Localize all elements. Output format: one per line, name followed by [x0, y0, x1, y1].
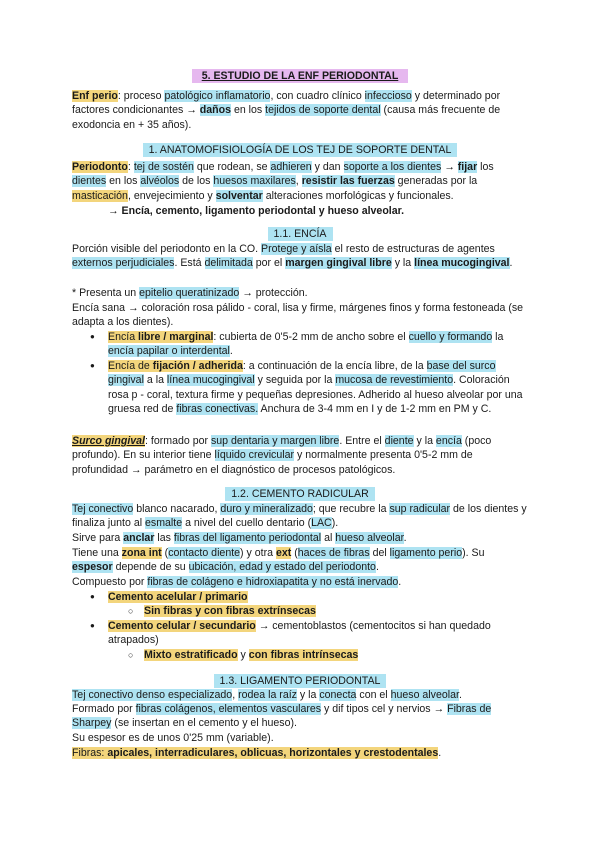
- text: el resto de estructuras de agentes: [331, 243, 495, 255]
- highlight: soporte a los dientes: [343, 161, 442, 173]
- highlight: Sin fibras y con fibras extrínsecas: [144, 605, 316, 618]
- section-1-2-heading: 1.2. CEMENTO RADICULAR: [225, 487, 375, 501]
- title-row: [72, 69, 528, 83]
- highlight: Mixto estratificado: [144, 648, 238, 661]
- section-1-1-heading: 1.1. ENCÍA: [268, 227, 333, 241]
- text: .: [438, 747, 442, 759]
- cemento-types: [72, 590, 528, 662]
- text: las: [154, 532, 174, 544]
- text: ; que recubre la: [312, 503, 390, 515]
- highlight: huesos maxilares: [213, 175, 296, 188]
- highlight: alvéolos: [140, 175, 180, 188]
- highlight: anclar: [123, 532, 155, 544]
- cemento-paragraph-1: [72, 502, 528, 531]
- highlight: cuello y formando: [408, 331, 493, 343]
- text: → protección.: [239, 287, 308, 299]
- intro-paragraph: [72, 89, 528, 132]
- highlight: fibras de colágeno e hidroxiapatita y no está inervado: [147, 576, 399, 588]
- text: alteraciones morfológicas y funcionales.: [262, 189, 454, 202]
- encia-paragraph: [72, 242, 528, 271]
- highlight: hueso alveolar: [335, 532, 404, 544]
- text: a la: [143, 374, 167, 387]
- text: y dan: [311, 161, 344, 173]
- encia-sana-paragraph: Encía sana → coloración rosa pálido - coral, lisa y firme, márgenes finos y forma festoneada (se adapta a los dientes).: [72, 302, 524, 329]
- text: (: [291, 547, 298, 559]
- text: , envejecimiento y: [127, 189, 216, 202]
- highlight: línea mucogingival: [414, 257, 510, 270]
- text: , con cuadro clínico: [270, 90, 365, 102]
- text: Anchura de 3-4 mm en I y de 1-2 mm en PM y C.: [258, 403, 492, 416]
- cemento-list-2: [72, 619, 528, 648]
- highlight: sup dentaria y margen libre: [210, 435, 340, 447]
- highlight: Encía: [108, 331, 139, 343]
- periodonto-paragraph: [72, 160, 528, 203]
- text: ,: [295, 175, 302, 188]
- text: y la: [296, 689, 320, 701]
- cemento-sublist-2: [72, 648, 528, 662]
- highlight: Tej conectivo: [72, 503, 134, 515]
- highlight: Tej conectivo denso especializado: [72, 689, 233, 701]
- text: ).: [331, 517, 339, 530]
- ligamento-paragraph-1: [72, 688, 528, 702]
- highlight: daños: [199, 104, 231, 117]
- text: de los dientes y finaliza junto al: [72, 503, 527, 530]
- text: y seguida por la: [254, 374, 336, 387]
- text: de los: [179, 175, 214, 188]
- highlight: haces de fibras: [297, 547, 370, 559]
- cemento-list-1: [72, 590, 528, 604]
- highlight: tejidos de soporte dental: [265, 104, 381, 117]
- cemento-paragraph-4: [72, 575, 528, 589]
- highlight: mucosa de revestimiento: [335, 374, 454, 387]
- text: a nivel del cuello dentario (: [182, 517, 312, 530]
- highlight: líquido crevicular: [214, 449, 295, 462]
- highlight: con fibras intrínsecas: [248, 648, 359, 661]
- text: generadas por la: [394, 175, 478, 188]
- list-item: [72, 359, 528, 417]
- text: (poco profundo). En su interior tiene: [72, 435, 492, 462]
- page-title: 5. ESTUDIO DE LA ENF PERIODONTAL: [192, 69, 409, 83]
- highlight: dientes: [72, 175, 107, 188]
- text: : formado por: [145, 435, 211, 447]
- list-item: [72, 648, 528, 662]
- list-item: [72, 619, 528, 648]
- highlight: adhieren: [270, 161, 312, 173]
- list-item: [72, 590, 528, 604]
- text: y: [237, 648, 249, 661]
- text: Tiene una: [72, 547, 122, 559]
- highlight: LAC: [311, 517, 332, 530]
- highlight: esmalte: [145, 517, 183, 530]
- highlight: ubicación, edad y estado del periodonto: [188, 561, 376, 574]
- highlight: ligamento perio: [389, 547, 463, 559]
- text: y la: [413, 435, 436, 447]
- text: Sirve para: [72, 532, 124, 544]
- highlight: fibras conectivas.: [176, 403, 259, 416]
- highlight: duro y mineralizado: [220, 503, 313, 515]
- text: la: [492, 331, 504, 343]
- text: que rodean, se: [193, 161, 271, 173]
- surco-gingival-paragraph: [72, 434, 528, 477]
- section-1-3-heading-row: [72, 674, 528, 688]
- highlight: hueso alveolar: [390, 689, 459, 701]
- highlight: Encía de: [108, 359, 153, 372]
- text: (: [161, 547, 169, 559]
- highlight: contacto diente: [168, 547, 241, 559]
- highlight: diente: [384, 435, 414, 447]
- text: ) y otra: [240, 547, 276, 559]
- highlight: Cemento acelular / primario: [108, 591, 248, 603]
- text: y normalmente presenta 0'5-2 mm de profundidad → parámetro en el diagnóstico de procesos patológicos.: [72, 449, 473, 476]
- highlight: fijar: [457, 161, 478, 173]
- highlight: conecta: [319, 689, 357, 701]
- text: en los: [106, 175, 141, 188]
- highlight: masticación: [72, 189, 128, 202]
- text: : a continuación de la encía libre, de la: [242, 359, 427, 372]
- list-item: [72, 604, 528, 618]
- section-1-heading: 1. ANATOMOFISIOLOGÍA DE LOS TEJ DE SOPORTE DENTAL: [143, 143, 458, 157]
- text: . Está: [174, 257, 205, 270]
- highlight: delimitada: [204, 257, 253, 270]
- section-1-1-heading-row: [72, 227, 528, 241]
- highlight: patológico inflamatorio: [164, 90, 271, 102]
- highlight: resistir las fuerzas: [301, 175, 395, 188]
- highlight: espesor: [72, 561, 113, 574]
- section-1-2-heading-row: [72, 487, 528, 501]
- text: por el: [252, 257, 286, 270]
- highlight: externos perjudiciales: [72, 257, 175, 270]
- cemento-paragraph-3: [72, 546, 528, 575]
- highlight: epitelio queratinizado: [139, 287, 240, 299]
- ligamento-paragraph-3: Su espesor es de unos 0'25 mm (variable).: [72, 732, 274, 744]
- highlight: Protege y aísla: [261, 243, 332, 255]
- text: → cementoblastos (cementocitos si han quedado atrapados): [108, 619, 491, 647]
- text: .: [403, 532, 407, 544]
- text: →: [441, 161, 458, 173]
- list-item: [72, 330, 528, 359]
- text: . Entre el: [339, 435, 385, 447]
- highlight: fibras colágenos, elementos vasculares: [135, 703, 322, 715]
- highlight: libre / marginal: [138, 331, 214, 343]
- text: y determinado por factores condicionantes →: [72, 90, 501, 117]
- text: al: [321, 532, 336, 544]
- text: :: [127, 161, 134, 173]
- text: .: [458, 689, 462, 701]
- highlight: Fibras de Sharpey: [72, 703, 492, 730]
- text: y la: [391, 257, 415, 270]
- epitelio-note: [72, 286, 528, 300]
- text: : proceso: [117, 90, 165, 102]
- ligamento-paragraph-2: [72, 702, 528, 731]
- text: (se insertan en el cemento y el hueso).: [111, 717, 297, 730]
- highlight: Surco gingival: [72, 435, 145, 447]
- encia-types-list: [72, 330, 528, 416]
- term-enf-perio: Enf perio: [72, 90, 118, 102]
- term-periodonto: Periodonto: [72, 161, 128, 173]
- text: . Coloración rosa p - coral, textura firme y pequeñas depresiones. Adherido al hueso alveolar por una gruesa red de: [108, 374, 523, 416]
- highlight: margen gingival libre: [285, 257, 392, 270]
- text: Formado por: [72, 703, 136, 715]
- text: Compuesto por: [72, 576, 148, 588]
- text: .: [375, 561, 379, 574]
- highlight: zona int: [121, 547, 162, 559]
- text: del: [369, 547, 390, 559]
- highlight: base del surco gingival: [108, 359, 496, 387]
- text: los: [477, 161, 494, 173]
- cemento-paragraph-2: [72, 531, 528, 545]
- text: .: [509, 257, 513, 270]
- text: con el: [356, 689, 391, 701]
- highlight: solventar: [215, 189, 263, 202]
- highlight: Cemento celular / secundario: [108, 619, 256, 632]
- highlight: encía: [435, 435, 462, 447]
- text: ). Su: [462, 547, 485, 559]
- text: depende de su: [112, 561, 189, 574]
- section-1-heading-row: [72, 143, 528, 157]
- highlight: fibras del ligamento periodontal: [173, 532, 322, 544]
- text: en los: [231, 104, 266, 117]
- section-1-3-heading: 1.3. LIGAMENTO PERIODONTAL: [214, 674, 387, 688]
- highlight: sup radicular: [389, 503, 451, 515]
- text: blanco nacarado,: [133, 503, 221, 515]
- highlight: tej de sostén: [133, 161, 194, 173]
- highlight: ext: [275, 547, 292, 559]
- highlight: rodea la raíz: [238, 689, 297, 701]
- highlight: línea mucogingival: [166, 374, 255, 387]
- highlight: fijación / adherida: [152, 359, 243, 372]
- periodonto-components: → Encía, cemento, ligamento periodontal y hueso alveolar.: [108, 205, 405, 217]
- text: y dif tipos cel y nervios →: [321, 703, 448, 715]
- ligamento-paragraph-4: [72, 746, 528, 760]
- text: (causa más frecuente de exodoncia en + 35 años).: [72, 104, 501, 131]
- highlight: Fibras:: [72, 747, 108, 759]
- highlight: apicales, interradiculares, oblicuas, horizontales y crestodentales: [107, 747, 439, 759]
- text: ,: [232, 689, 239, 701]
- text: .: [229, 345, 233, 358]
- text: * Presenta un: [72, 287, 140, 299]
- cemento-sublist-1: [72, 604, 528, 618]
- highlight: infeccioso: [364, 90, 412, 102]
- text: : cubierta de 0'5-2 mm de ancho sobre el: [213, 331, 409, 343]
- text: Porción visible del periodonto en la CO.: [72, 243, 262, 255]
- text: .: [398, 576, 402, 588]
- highlight: encía papilar o interdental: [108, 345, 230, 358]
